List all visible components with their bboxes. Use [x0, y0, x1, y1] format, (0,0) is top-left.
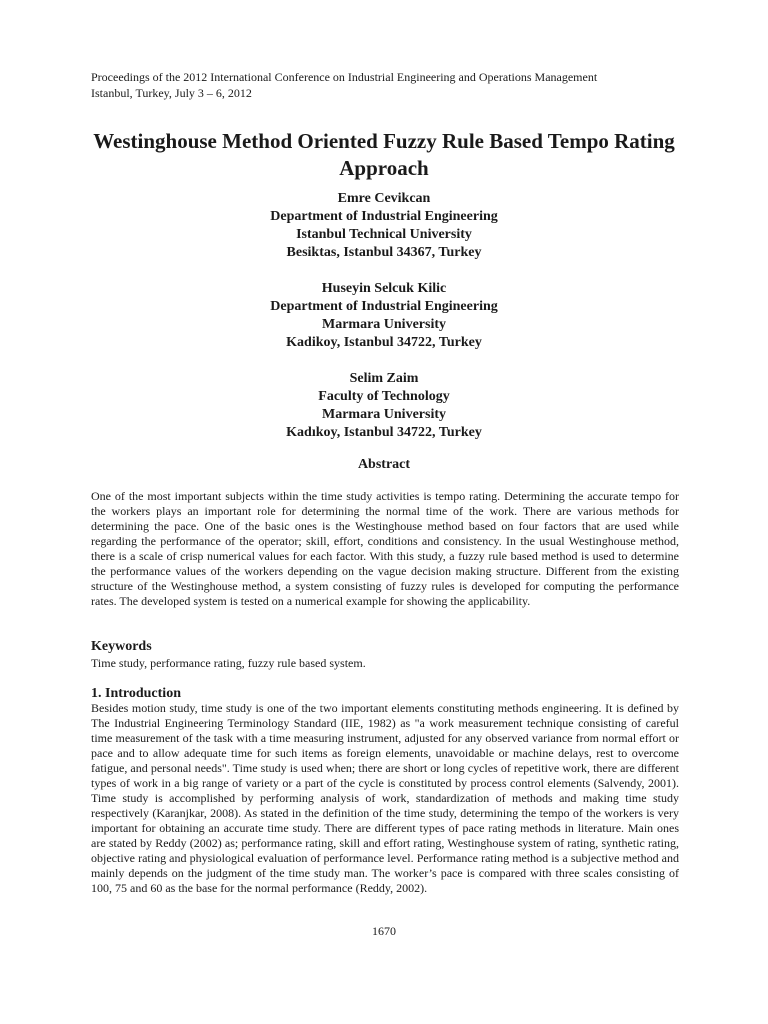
abstract-heading: Abstract [357, 457, 411, 472]
author-department: Department of Industrial Engineering [270, 299, 498, 314]
author-institution: Marmara University [321, 317, 447, 332]
author-name: Huseyin Selcuk Kilic [321, 281, 447, 296]
keywords-text: Time study, performance rating, fuzzy rule based system. [91, 656, 366, 670]
paper-title: Westinghouse Method Oriented Fuzzy Rule Based Tempo Rating Approach [93, 129, 675, 180]
author-block-1 [84, 190, 684, 262]
page-number: 1670 [372, 924, 396, 938]
author-address: Besiktas, Istanbul 34367, Turkey [286, 245, 482, 260]
author-address: Kadıkoy, Istanbul 34722, Turkey [286, 425, 482, 440]
author-block-2 [84, 280, 684, 352]
abstract-text: One of the most important subjects within the time study activities is tempo rating. Determining the accurate tempo for the workers plays an important role for determining the normal time of the work. There are various methods for determining the pace. One of the basic ones is the Westinghouse method based on four factors that are used while regarding the performance of the operator; skill, effort, conditions and consistency. In the usual Westinghouse method, there is a scale of crisp numerical values for each factor. With this study, a fuzzy rule based method is used to determine the performance values of the workers depending on the vague decision making structure. Different from the existing structure of the Westinghouse method, a system consisting of fuzzy rules is developed for computing the performance rates. The developed system is tested on a numerical example for showing the applicability. [91, 489, 679, 608]
author-name: Emre Cevikcan [337, 191, 431, 206]
author-institution: Istanbul Technical University [296, 227, 472, 242]
keywords-heading: Keywords [91, 639, 152, 654]
author-department: Faculty of Technology [318, 389, 450, 404]
introduction-text: Besides motion study, time study is one of the two important elements constituting methods engineering. It is defined by The Industrial Engineering Terminology Standard (IIE, 1982) as "a work measurement technique consisting of careful time measurement of the task with a time measuring instrument, adjusted for any observed variance from normal effort or pace and to allow adequate time for such items as foreign elements, unavoidable or machine delays, rest to overcome fatigue, and personal needs". Time study is used when; there are short or long cycles of repetitive work, there are different types of work in a big range of variety or a part of the cycle is constituted by process control elements (Salvendy, 2001). Time study is accomplished by performing analysis of work, standardization of methods and making time study respectively (Karanjkar, 2008). As stated in the definition of the time study, determining the tempo of the workers is very important for obtaining an accurate time study. There are different types of pace rating methods in literature. Main ones are stated by Reddy (2002) as; performance rating, skill and effort rating, Westinghouse system of rating, synthetic rating, objective rating and physiological evaluation of performance level. Performance rating method is a subjective method and mainly depends on the judgment of the time study man. The worker’s pace is compared with three scales consisting of 100, 75 and 60 as the base for the normal performance (Reddy, 2002). [91, 701, 679, 895]
author-department: Department of Industrial Engineering [270, 209, 498, 224]
proceedings-line-1: Proceedings of the 2012 International Conference on Industrial Engineering and Operations Management [91, 70, 598, 84]
proceedings-header [91, 69, 691, 101]
author-name: Selim Zaim [349, 371, 419, 386]
author-address: Kadikoy, Istanbul 34722, Turkey [286, 335, 482, 350]
introduction-heading: 1. Introduction [91, 686, 181, 701]
proceedings-line-2: Istanbul, Turkey, July 3 – 6, 2012 [91, 86, 252, 100]
author-institution: Marmara University [321, 407, 447, 422]
author-block-3 [84, 370, 684, 442]
